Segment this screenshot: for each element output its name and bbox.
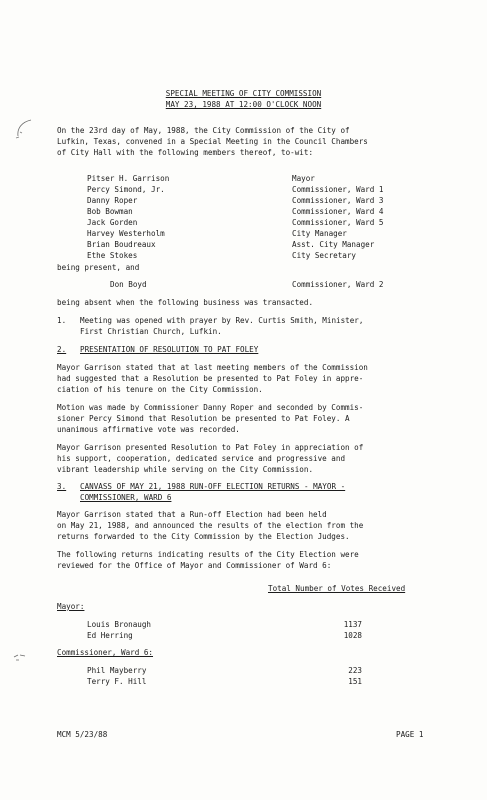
item-3-para-2-line-2: reviewed for the Office of Mayor and Commissioner of Ward 6: bbox=[57, 561, 332, 570]
item-2-para-2-line-3: unanimous affirmative vote was recorded. bbox=[57, 425, 240, 434]
candidate-name: Phil Mayberry bbox=[87, 666, 147, 675]
item-2-para-2-line-1: Motion was made by Commissioner Danny Roper and seconded by Commis- bbox=[57, 403, 364, 412]
mayor-heading: Mayor: bbox=[57, 602, 85, 611]
member-title: Commissioner, Ward 4 bbox=[292, 207, 384, 216]
footer-minutes-ref: MCM 5/23/88 bbox=[57, 730, 108, 739]
member-name: Percy Simond, Jr. bbox=[87, 185, 165, 194]
member-name: Danny Roper bbox=[87, 196, 138, 205]
member-name: Harvey Westerholm bbox=[87, 229, 165, 238]
item-3-number: 3. bbox=[57, 482, 67, 491]
absent-member-title: Commissioner, Ward 2 bbox=[292, 280, 384, 289]
member-title: City Secretary bbox=[292, 251, 357, 260]
candidate-name: Ed Herring bbox=[87, 631, 133, 640]
item-2-para-2-line-2: sioner Percy Simond that Resolution be presented to Pat Foley. A bbox=[57, 414, 350, 423]
item-3-para-1-line-1: Mayor Garrison stated that a Run-off Election had been held bbox=[57, 510, 327, 519]
item-3-heading-line-2: COMMISSIONER, WARD 6 bbox=[80, 493, 172, 502]
item-3-para-1-line-3: returns forwarded to the City Commission by the Election Judges. bbox=[57, 532, 350, 541]
item-2-para-1-line-3: ciation of his tenure on the City Commission. bbox=[57, 385, 263, 394]
member-title: City Manager bbox=[292, 229, 347, 238]
absent-line: being absent when the following business was transacted. bbox=[57, 298, 314, 307]
candidate-votes: 223 bbox=[348, 666, 362, 675]
scan-mark-bottom bbox=[12, 648, 30, 664]
member-name: Ethe Stokes bbox=[87, 251, 138, 260]
candidate-name: Louis Bronaugh bbox=[87, 620, 152, 629]
item-1-line-1: Meeting was opened with prayer by Rev. Curtis Smith, Minister, bbox=[80, 316, 364, 325]
item-2-para-3-line-1: Mayor Garrison presented Resolution to Pat Foley in appreciation of bbox=[57, 443, 364, 452]
intro-line-1: On the 23rd day of May, 1988, the City Commission of the City of bbox=[57, 126, 350, 135]
item-2-para-3-line-3: vibrant leadership while serving on the City Commission. bbox=[57, 465, 314, 474]
item-2-para-3-line-2: his support, cooperation, dedicated service and progressive and bbox=[57, 454, 346, 463]
member-title: Commissioner, Ward 3 bbox=[292, 196, 384, 205]
member-title: Asst. City Manager bbox=[292, 240, 375, 249]
votes-column-header: Total Number of Votes Received bbox=[268, 584, 406, 593]
item-2-para-1-line-1: Mayor Garrison stated that at last meeting members of the Commission bbox=[57, 363, 368, 372]
meeting-title: SPECIAL MEETING OF CITY COMMISSION bbox=[165, 89, 322, 98]
intro-line-2: Lufkin, Texas, convened in a Special Meeting in the Council Chambers bbox=[57, 137, 368, 146]
absent-member-name: Don Boyd bbox=[110, 280, 147, 289]
footer-page-number: PAGE 1 bbox=[396, 730, 424, 739]
item-2-heading: PRESENTATION OF RESOLUTION TO PAT FOLEY bbox=[80, 345, 259, 354]
candidate-name: Terry F. Hill bbox=[87, 677, 147, 686]
item-3-heading-line-1: CANVASS OF MAY 21, 1988 RUN-OFF ELECTION RETURNS - MAYOR - bbox=[80, 482, 346, 491]
item-1-line-2: First Christian Church, Lufkin. bbox=[80, 327, 222, 336]
being-present-text: being present, and bbox=[57, 263, 140, 272]
item-1-number: 1. bbox=[57, 316, 67, 325]
member-name: Brian Boudreaux bbox=[87, 240, 156, 249]
member-name: Bob Bowman bbox=[87, 207, 133, 216]
candidate-votes: 1028 bbox=[343, 631, 362, 640]
member-title: Commissioner, Ward 1 bbox=[292, 185, 384, 194]
meeting-date: MAY 23, 1988 AT 12:00 O'CLOCK NOON bbox=[165, 100, 322, 109]
scan-mark-top bbox=[14, 112, 36, 142]
member-name: Jack Gorden bbox=[87, 218, 138, 227]
candidate-votes: 151 bbox=[348, 677, 362, 686]
item-2-number: 2. bbox=[57, 345, 67, 354]
member-name: Pitser H. Garrison bbox=[87, 174, 170, 183]
item-3-para-2-line-1: The following returns indicating results of the City Election were bbox=[57, 550, 359, 559]
candidate-votes: 1137 bbox=[343, 620, 362, 629]
ward-6-heading: Commissioner, Ward 6: bbox=[57, 648, 154, 657]
member-title: Commissioner, Ward 5 bbox=[292, 218, 384, 227]
intro-line-3: of City Hall with the following members thereof, to-wit: bbox=[57, 148, 314, 157]
item-3-para-1-line-2: on May 21, 1988, and announced the results of the election from the bbox=[57, 521, 364, 530]
member-title: Mayor bbox=[292, 174, 315, 183]
item-2-para-1-line-2: had suggested that a Resolution be presented to Pat Foley in appre- bbox=[57, 374, 364, 383]
